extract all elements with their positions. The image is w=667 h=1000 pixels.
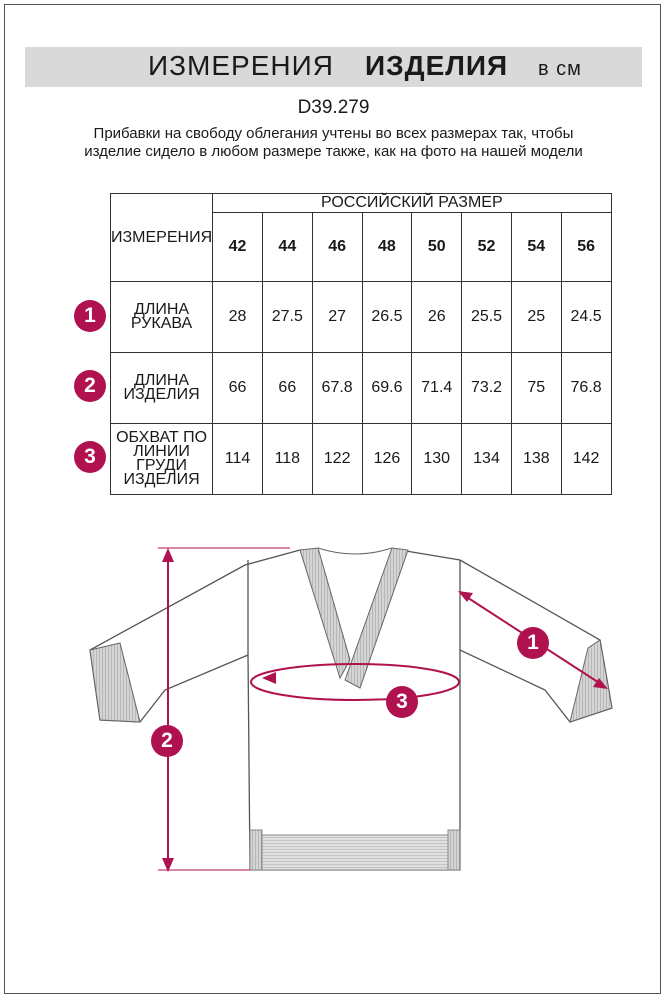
table-cell: 26 (412, 282, 462, 353)
table-cell: 25 (511, 282, 561, 353)
title-unit: в см (538, 58, 582, 80)
table-cell: 71.4 (412, 353, 462, 424)
side-slit-right (448, 830, 460, 870)
row-label-sleeve: ДЛИНА РУКАВА (111, 282, 213, 353)
right-cuff (570, 640, 612, 722)
table-cell: 69.6 (362, 353, 412, 424)
title-measurements: ИЗМЕРЕНИЯ (148, 50, 334, 81)
left-cuff (90, 643, 140, 722)
neck-rib-right (345, 548, 408, 688)
chest-marker: 3 (386, 686, 418, 718)
size-header: 44 (262, 213, 312, 282)
table-cell: 25.5 (462, 282, 512, 353)
length-marker: 2 (151, 725, 183, 757)
table-cell: 28 (213, 282, 263, 353)
table-cell: 122 (312, 424, 362, 495)
sleeve-marker: 1 (517, 627, 549, 659)
table-cell: 114 (213, 424, 263, 495)
side-slit-left (250, 830, 262, 870)
table-cell: 126 (362, 424, 412, 495)
table-cell: 67.8 (312, 353, 362, 424)
measure-header: ИЗМЕРЕНИЯ (111, 194, 213, 282)
hem-rib (262, 835, 448, 870)
size-header: 56 (561, 213, 611, 282)
neck-rib-left (300, 548, 350, 678)
table-cell: 138 (511, 424, 561, 495)
size-header: 46 (312, 213, 362, 282)
table-cell: 75 (511, 353, 561, 424)
table-cell: 27.5 (262, 282, 312, 353)
row-marker-3: 3 (74, 441, 106, 473)
size-header: 52 (462, 213, 512, 282)
table-cell: 76.8 (561, 353, 611, 424)
size-group-header: РОССИЙСКИЙ РАЗМЕР (213, 194, 611, 213)
table-cell: 134 (462, 424, 512, 495)
title-product: ИЗДЕЛИЯ (365, 50, 509, 81)
table-cell: 118 (262, 424, 312, 495)
size-header: 54 (511, 213, 561, 282)
table-cell: 26.5 (362, 282, 412, 353)
table-cell: 24.5 (561, 282, 611, 353)
size-header: 48 (362, 213, 412, 282)
row-marker-2: 2 (74, 370, 106, 402)
table-cell: 73.2 (462, 353, 512, 424)
row-label-length: ДЛИНА ИЗДЕЛИЯ (111, 353, 213, 424)
length-measure-line (158, 548, 290, 872)
table-cell: 130 (412, 424, 462, 495)
table-cell: 66 (213, 353, 263, 424)
table-cell: 142 (561, 424, 611, 495)
table-cell: 66 (262, 353, 312, 424)
row-label-chest: ОБХВАТ ПО ЛИНИИ ГРУДИ ИЗДЕЛИЯ (111, 424, 213, 495)
fit-note: Прибавки на свободу облегания учтены во всех размерах так, чтобы изделие сидело в любом размере также, как на фото на нашей модели (84, 125, 583, 160)
table-cell: 27 (312, 282, 362, 353)
product-code: D39.279 (297, 97, 370, 118)
size-header: 42 (213, 213, 263, 282)
neck-back (318, 548, 392, 554)
row-marker-1: 1 (74, 300, 106, 332)
size-header: 50 (412, 213, 462, 282)
